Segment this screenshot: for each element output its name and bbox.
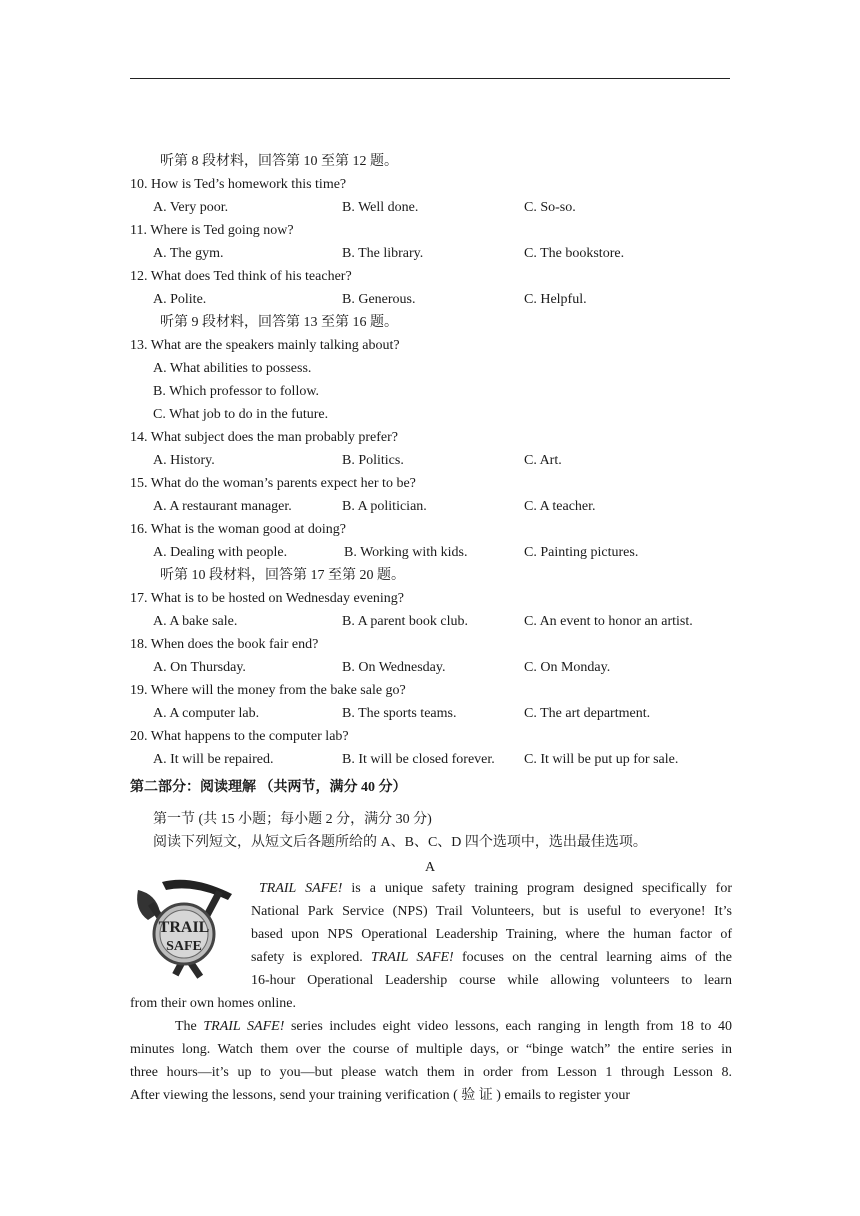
question-stem: 14. What subject does the man probably prefer? (130, 430, 398, 445)
passage-line: from their own homes online. (130, 996, 297, 1011)
passage-line: three hours—it’s up to you—but please watch them in order from Lesson 1 through Lesson 8. (130, 1065, 732, 1080)
option-b: B. Working with kids. (344, 545, 468, 560)
question-stem: 17. What is to be hosted on Wednesday evening? (130, 591, 405, 606)
option-b: B. A politician. (342, 499, 427, 514)
option-b: B. On Wednesday. (342, 660, 446, 675)
question-stem: 11. Where is Ted going now? (130, 223, 294, 238)
question-stem: 18. When does the book fair end? (130, 637, 319, 652)
passage-line: minutes long. Watch them over the course of multiple days, or “binge watch” the entire series in (130, 1042, 732, 1057)
option-a: A. On Thursday. (153, 660, 246, 675)
option-c: C. Helpful. (524, 292, 587, 307)
section-header: 听第 8 段材料，回答第 10 至第 12 题。 (160, 154, 398, 169)
question-stem: 13. What are the speakers mainly talking about? (130, 338, 400, 353)
option-c: C. A teacher. (524, 499, 596, 514)
section-header: 听第 10 段材料，回答第 17 至第 20 题。 (160, 568, 405, 583)
question-stem: 19. Where will the money from the bake sale go? (130, 683, 406, 698)
option-c: C. It will be put up for sale. (524, 752, 679, 767)
option-a: A. A restaurant manager. (153, 499, 292, 514)
passage-paragraph-2 (130, 1015, 732, 1107)
option-b: B. A parent book club. (342, 614, 468, 629)
trail-safe-logo (132, 876, 242, 984)
question-stem: 16. What is the woman good at doing? (130, 522, 346, 537)
option-b: B. It will be closed forever. (342, 752, 495, 767)
option-b: B. Politics. (342, 453, 404, 468)
option-a: A. Polite. (153, 292, 207, 307)
option-a: A. The gym. (153, 246, 224, 261)
question-stem: 12. What does Ted think of his teacher? (130, 269, 352, 284)
passage-line: 16-hour Operational Leadership course while allowing volunteers to learn (251, 973, 732, 988)
option-c: C. Art. (524, 453, 562, 468)
option-a: A. Very poor. (153, 200, 229, 215)
option-a: A. History. (153, 453, 215, 468)
option-c: C. An event to honor an artist. (524, 614, 693, 629)
passage-line: After viewing the lessons, send your training verification ( 验 证 ) emails to register your (130, 1088, 630, 1103)
option-a: A. A bake sale. (153, 614, 238, 629)
option-b: B. Which professor to follow. (153, 384, 320, 399)
option-b: B. Generous. (342, 292, 416, 307)
option-b: B. Well done. (342, 200, 419, 215)
option-a: A. It will be repaired. (153, 752, 274, 767)
option-c: C. So-so. (524, 200, 576, 215)
section-subtitle: 第一节 (共 15 小题；每小题 2 分，满分 30 分) (153, 812, 432, 827)
option-a: A. A computer lab. (153, 706, 260, 721)
option-b: B. The library. (342, 246, 424, 261)
passage-line: National Park Service (NPS) Trail Volunteers, but is useful to everyone! It’s (251, 904, 732, 919)
option-c: C. What job to do in the future. (153, 407, 329, 422)
passage-line: based upon NPS Operational Leadership Training, where the human factor of (251, 927, 732, 942)
question-stem: 20. What happens to the computer lab? (130, 729, 349, 744)
option-c: C. Painting pictures. (524, 545, 639, 560)
passage-line: safety is explored. TRAIL SAFE! focuses on the central learning aims of the (251, 950, 733, 965)
question-stem: 10. How is Ted’s homework this time? (130, 177, 347, 192)
part-title: 第二部分：阅读理解 （共两节，满分 40 分） (130, 780, 407, 795)
passage-line: The TRAIL SAFE! series includes eight video lessons, each ranging in length from 18 to 40 (175, 1019, 732, 1034)
section-header: 听第 9 段材料，回答第 13 至第 16 题。 (160, 315, 398, 330)
option-a: A. Dealing with people. (153, 545, 288, 560)
option-b: B. The sports teams. (342, 706, 457, 721)
passage-label: A (425, 860, 436, 875)
option-c: C. On Monday. (524, 660, 611, 675)
option-a: A. What abilities to possess. (153, 361, 312, 376)
svg-text:SAFE: SAFE (166, 939, 202, 954)
header-rule (130, 78, 730, 79)
question-stem: 15. What do the woman’s parents expect her to be? (130, 476, 416, 491)
passage-line: TRAIL SAFE! is a unique safety training program designed specifically for (259, 881, 733, 896)
option-c: C. The bookstore. (524, 246, 625, 261)
option-c: C. The art department. (524, 706, 651, 721)
instruction: 阅读下列短文，从短文后各题所给的 A、B、C、D 四个选项中，选出最佳选项。 (153, 835, 647, 850)
svg-text:TRAIL: TRAIL (158, 919, 210, 936)
